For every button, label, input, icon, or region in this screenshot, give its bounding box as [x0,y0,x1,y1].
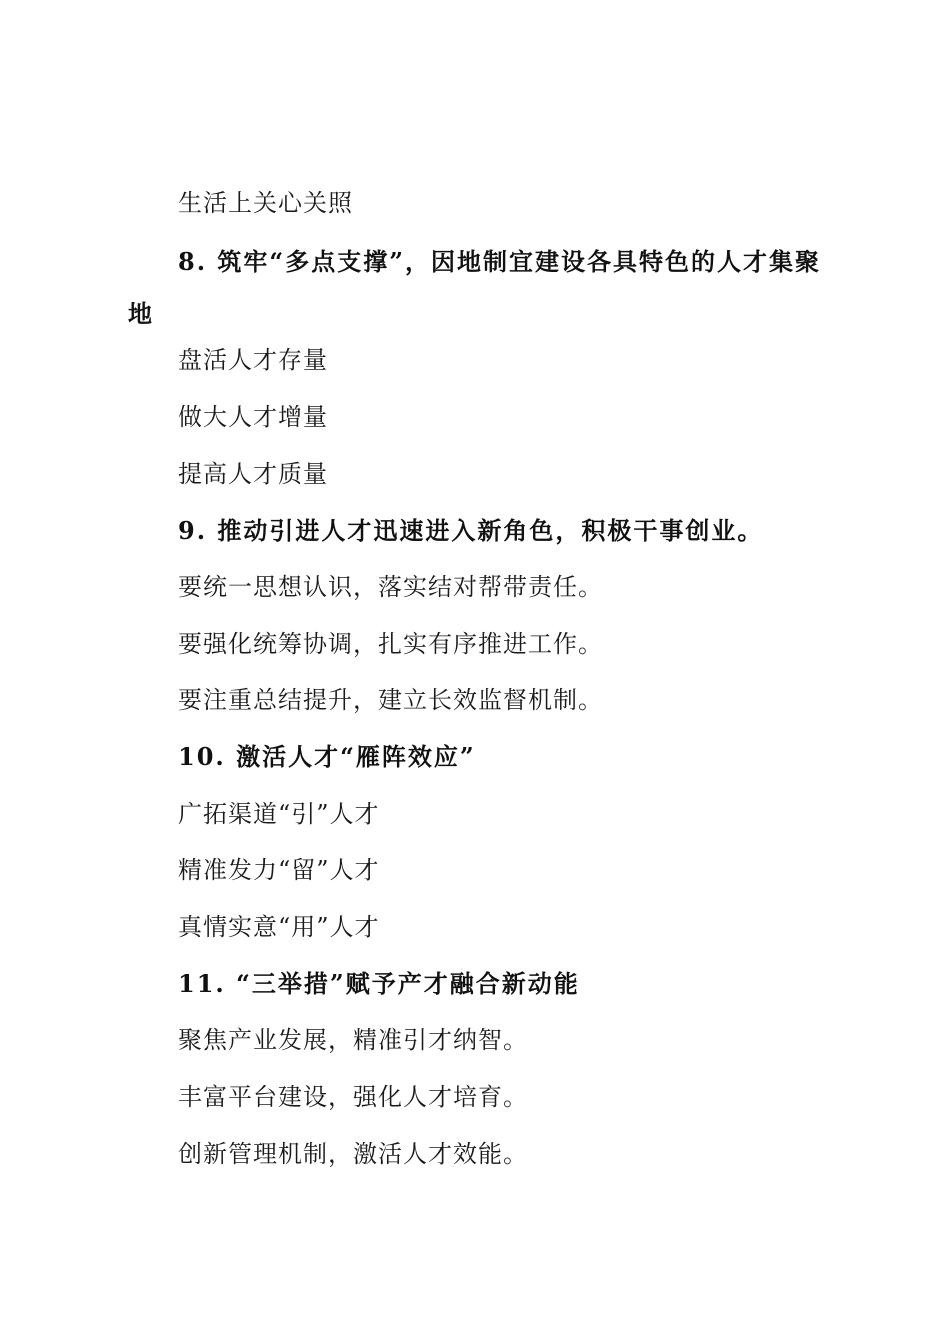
body-line: 广拓渠道“引”人才 [178,800,380,828]
body-line: 要注重总结提升，建立长效监督机制。 [178,686,603,714]
section-heading-11: 11. “三举措”赋予产才融合新动能 [178,969,580,998]
section-heading-8: 8. 筑牢“多点支撑”，因地制宜建设各具特色的人才集聚地 [128,247,822,328]
body-line: 精准发力“留”人才 [178,856,380,884]
body-line: 创新管理机制，激活人才效能。 [178,1140,528,1168]
body-line: 要统一思想认识，落实结对帮带责任。 [178,573,603,601]
body-line: 生活上关心关照 [178,189,353,217]
body-line: 做大人才增量 [178,403,328,431]
body-line: 盘活人才存量 [178,346,328,374]
body-line: 丰富平台建设，强化人才培育。 [178,1083,528,1111]
body-line: 真情实意“用”人才 [178,913,380,941]
section-heading-10: 10. 激活人才“雁阵效应” [178,742,476,771]
body-line: 提高人才质量 [178,460,328,488]
body-line: 聚焦产业发展，精准引才纳智。 [178,1026,528,1054]
body-line: 要强化统筹协调，扎实有序推进工作。 [178,630,603,658]
section-heading-9: 9. 推动引进人才迅速进入新角色，积极干事创业。 [178,516,764,545]
